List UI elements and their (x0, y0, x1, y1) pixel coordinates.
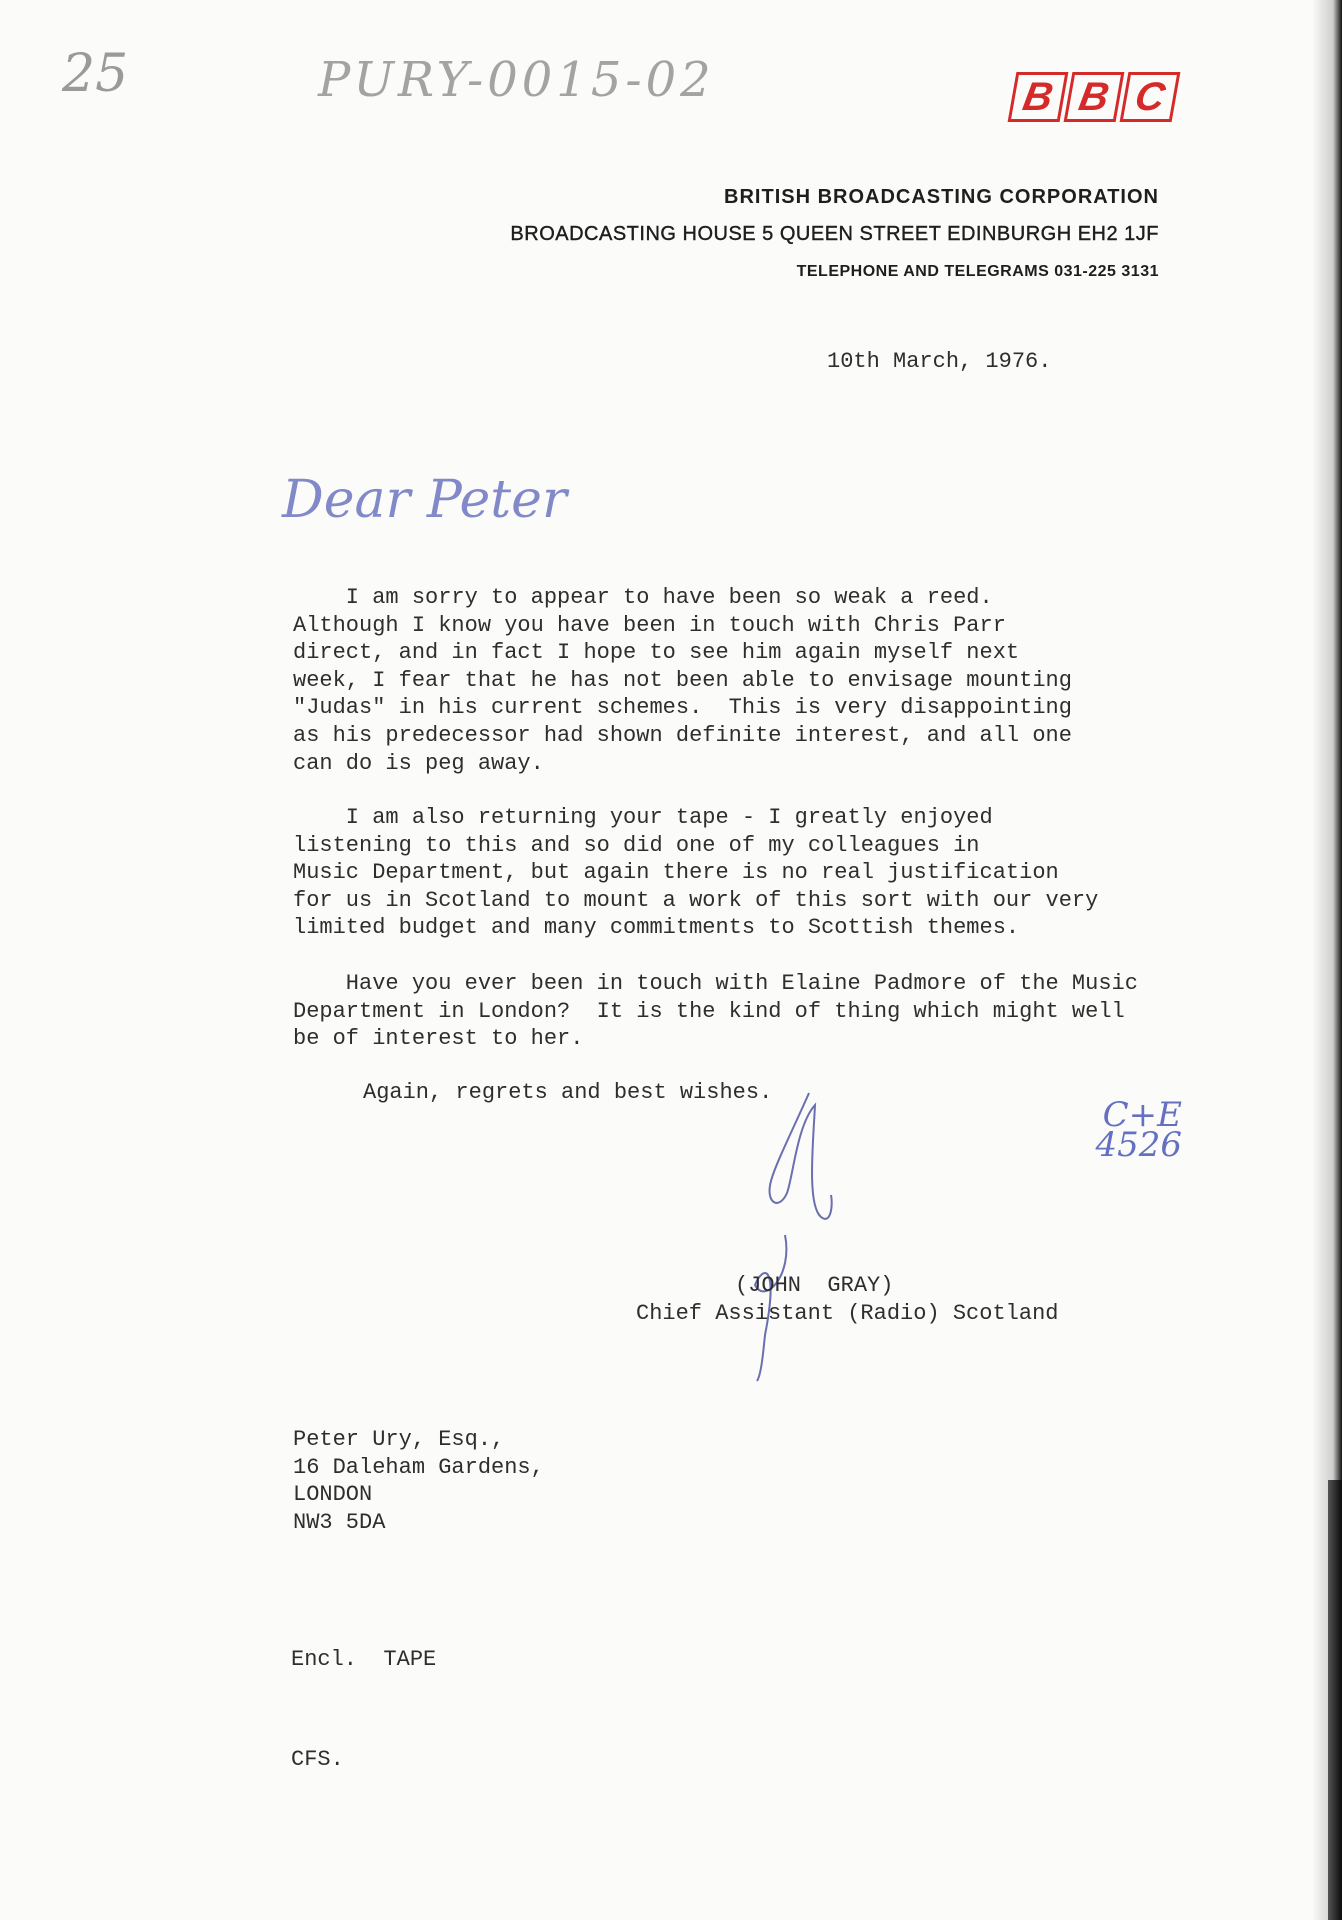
enclosure-note: Encl. TAPE (291, 1647, 437, 1672)
signature-mark (735, 1085, 855, 1385)
handwritten-margin-code: C+E 4526 (1095, 1095, 1182, 1165)
letterhead-organization: BRITISH BROADCASTING CORPORATION (724, 186, 1159, 208)
letterhead-address: BROADCASTING HOUSE 5 QUEEN STREET EDINBURGH EH2 1JF (510, 223, 1159, 245)
letterhead-telephone: TELEPHONE AND TELEGRAMS 031-225 3131 (796, 263, 1159, 280)
typist-initials: CFS. (291, 1747, 344, 1772)
handwritten-greeting: Dear Peter (282, 470, 567, 530)
bbc-logo-letter: C (1120, 72, 1181, 122)
letter-paragraph: Have you ever been in touch with Elaine Padmore of the Music Department in London? It is the kind of thing which might well be of interest to her. (293, 971, 1138, 1052)
bbc-logo (1012, 72, 1176, 122)
handwritten-reference-code: PURY-0015-02 (318, 52, 715, 108)
letter-date: 10th March, 1976. (827, 349, 1052, 374)
bbc-logo-letter: B (1064, 72, 1125, 122)
letter-paragraph: I am sorry to appear to have been so weak a reed. Although I know you have been in touch with Chris Parr direct, and in fact I hope to see him again myself next week, I fear that he has not been able to envisage mounting "Judas" in his current schemes. This is very disappointing as his predecessor had shown definite interest, and all one can do is peg away. (293, 585, 1072, 776)
signatory-name: (JOHN GRAY) (735, 1273, 894, 1298)
letter-closing: Again, regrets and best wishes. (363, 1080, 773, 1105)
signatory-title: Chief Assistant (Radio) Scotland (636, 1301, 1059, 1326)
bbc-logo-letter: B (1008, 72, 1069, 122)
letter-paragraph: I am also returning your tape - I greatly enjoyed listening to this and so did one of my colleagues in Music Department, but again there is no real justification for us in Scotland to mount a work of this sort with our very limited budget and many commitments to Scottish themes. (293, 805, 1099, 941)
handwritten-page-number: 25 (62, 44, 129, 104)
page-edge-dark (1328, 1480, 1342, 1920)
recipient-address: Peter Ury, Esq., 16 Daleham Gardens, LONDON NW3 5DA (293, 1427, 544, 1535)
